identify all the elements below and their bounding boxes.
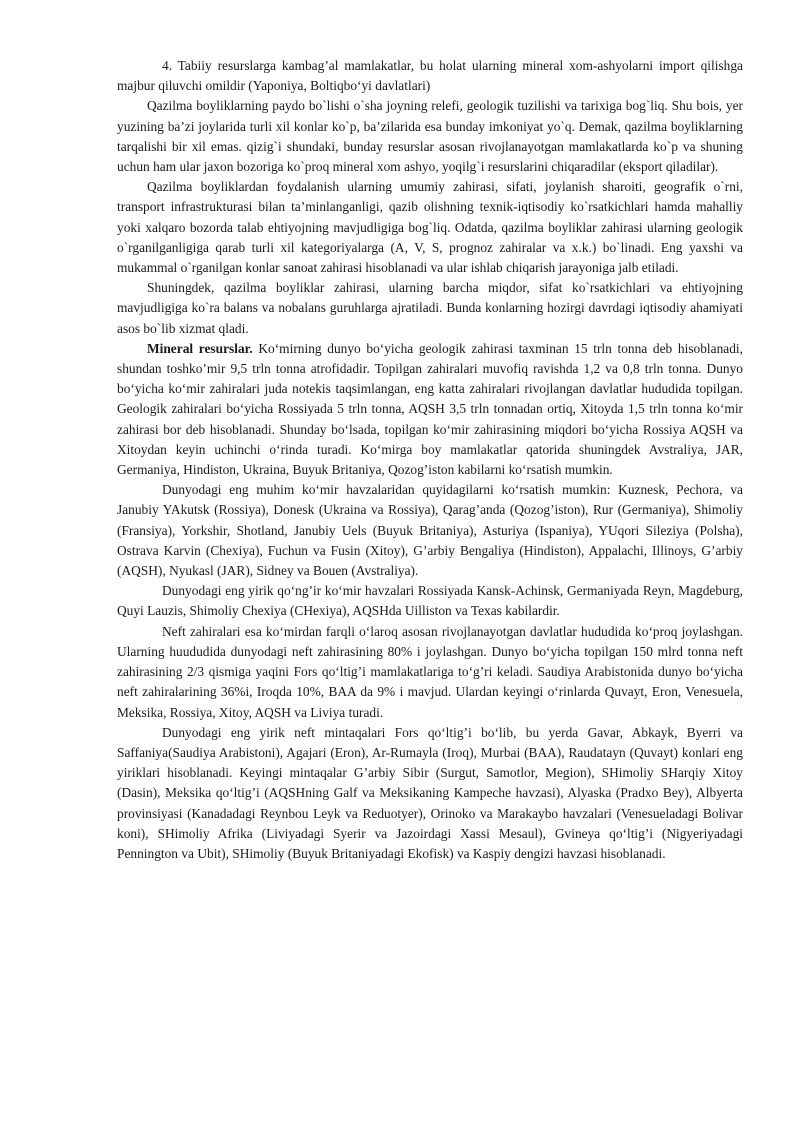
paragraph-text: 4. Tabiiy resurslarga kambag’al mamlakatlar, bu holat ularning mineral xom-ashyolarni import qilishga majbur qiluvchi omildir (Yaponiya, Boltiqbo‘yi davlatlari) (117, 58, 743, 94)
paragraph-mineral-origin (117, 96, 743, 177)
paragraph-text: Neft zahiralari esa ko‘mirdan farqli o‘laroq asosan rivojlanayotgan davlatlar hududida ko‘proq joylashgan. Ularning huududida dunyodagi neft zahirasining 80% i joylashgan. Dunyo bo‘yicha topilgan 150 mlrd tonna neft zahirasining 2/3 qismiga yaqini Fors qo‘ltig’i mamlakatlariga to‘g’ri keladi. Saudiya Arabistonida dunyo bo‘yicha neft zahiralarining 36%i, Iroqda 10%, BAA da 9% i mavjud. Ulardan keyingi o‘rinlarda Quvayt, Eron, Venesuela, Meksika, Rossiya, Xitoy, AQSH va Liviya turadi. (117, 623, 743, 720)
paragraph-oil-regions (117, 723, 743, 864)
paragraph-lignite-basins (117, 581, 743, 621)
paragraph-text: Dunyodagi eng muhim ko‘mir havzalaridan quyidagilarni ko‘rsatish mumkin: Kuznesk, Pechora, va Janubiy YAkutsk (Rossiya), Donesk (Ukraina va Rossiya), Qarag’anda (Qozog’iston), Rur (Germaniya), Shimoliy (Fransiya), Yorkshir, Shotland, Janubiy Uels (Buyuk Britaniya), Asturiya (Ispaniya), YUqori Sileziya (Polsha), Ostrava Karvin (Chexiya), Fuchun va Fusin (Xitoy), G’arbiy Bengaliya (Hindiston), Appalachi, Illinoys, G’arbiy (AQSH), Nyukasl (JAR), Sidney va Bouen (Avstraliya). (117, 482, 743, 579)
paragraph-mineral-resources (117, 339, 743, 480)
paragraph-text: Dunyodagi eng yirik neft mintaqalari Fors qo‘ltig’i bo‘lib, bu yerda Gavar, Abkayk, Byerri va Saffaniya(Saudiya Arabistoni), Agajari (Eron), Ar-Rumayla (Iroq), Murbai (BAA), Raudatayn (Quvayt) konlari eng yiriklari hisoblanadi. Keyingi mintaqalar G’arbiy Sibir (Surgut, Samotlor, Megion), SHimoliy SHarqiy Xitoy (Dasin), Meksika qo‘ltig’i (AQSHning Galf va Meksikaning Kampeche havzasi), Alyaska (Pradxo Bey), Albyerta provinsiyasi (Kanadadagi Reynbou Leyk va Reduotyer), Orinoko va Marakaybo havzalari (Venesueladagi Bolivar koni), SHimoliy Afrika (Liviyadagi Syerir va Jazoirdagi Xassi Mesaul), Gvineya qo‘ltig’i (Nigyeriyadagi Pennington va Ubit), SHimoliy (Buyuk Britaniyadagi Ekofisk) va Kaspiy dengizi havzasi hisoblanadi. (117, 724, 743, 861)
paragraph-poor-resources (117, 56, 743, 96)
paragraph-mineral-usage (117, 177, 743, 278)
document-page (117, 56, 743, 864)
paragraph-text: Qazilma boyliklarning paydo bo`lishi o`sha joyning relefi, geologik tuzilishi va tarixiga bog`liq. Shu bois, yer yuzining ba’zi joylarida turli xil konlar ko`p, ba’zilarida esa bunday imkoniyat yo`q. Demak, qazilma boyliklarning tarqalishi bir xil emas. qizig`i shundaki, bunday resurslar asosan rivojlanayotgan mamlakatlarda ko`p va shuning uchun ham ular jaxon bozoriga ko`proq mineral xom ashyo, yoqilg`i resurslarini chiqaradilar (eksport qiladilar). (117, 98, 743, 175)
paragraph-coal-basins (117, 480, 743, 581)
paragraph-balance-groups (117, 278, 743, 339)
paragraph-text: Shuningdek, qazilma boyliklar zahirasi, ularning barcha miqdor, sifat ko`rsatkichlari va ehtiyojning mavjudligiga ko`ra balans va nobalans guruhlarga ajratiladi. Bunda konlarning hozirgi davrdagi iqtisodiy ahamiyati asos bo`lib xizmat qladi. (117, 280, 743, 336)
paragraph-oil-reserves (117, 622, 743, 723)
section-heading: Mineral resurslar. (147, 340, 253, 356)
paragraph-text: Qazilma boyliklardan foydalanish ularning umumiy zahirasi, sifati, joylanish sharoiti, geografik o`rni, transport infrastrukturasi bilan ta’minlanganligi, qazib olishning texnik-iqtisodiy ko`rsatkichlari hamda mahalliy yoki xalqaro bozorda talab ehtiyojning mavjudligiga bog`liq. Odatda, qazilma boyliklar zahirasi ularning geologik o`rganilganligiga qarab turli xil kategoriyalarga (A, V, S, prognoz zahiralar va x.k.) bo`linadi. Eng yaxshi va mukammal o`rganilgan konlar sanoat zahirasi hisoblanadi va ular ishlab chiqarish jarayoniga jalb etiladi. (117, 179, 743, 276)
paragraph-text: Ko‘mirning dunyo bo‘yicha geologik zahirasi taxminan 15 trln tonna deb hisoblanadi, shundan toshko’mir 9,5 trln tonna atrofidadir. Topilgan zahiralari muvofiq ravishda 1,2 va 0,8 trln tonna. Dunyo bo‘yicha ko‘mir zahiralari juda notekis taqsimlangan, eng katta zahiralari rivojlangan davlatlar hududida topilgan. Geologik zahiralari bo‘yicha Rossiyada 5 trln tonna, AQSH 3,5 trln tonnadan ortiq, Xitoyda 1,5 trln tonna ko‘mir zahirasi bor deb hisoblanadi. Shunday bo‘lsada, topilgan ko‘mir zahirasining miqdori bo‘yicha Rossiya AQSH va Xitoydan keyin uchinchi o‘rinda turadi. Ko‘mirga boy mamlakatlar qatorida shuningdek Avstraliya, JAR, Germaniya, Hindiston, Ukraina, Buyuk Britaniya, Qozog’iston kabilarni ko‘rsatish mumkin. (117, 340, 743, 478)
paragraph-text: Dunyodagi eng yirik qo‘ng’ir ko‘mir havzalari Rossiyada Kansk-Achinsk, Germaniyada Reyn, Magdeburg, Quyi Lauzis, Shimoliy Chexiya (CHexiya), AQSHda Uilliston va Texas kabilardir. (117, 583, 743, 619)
